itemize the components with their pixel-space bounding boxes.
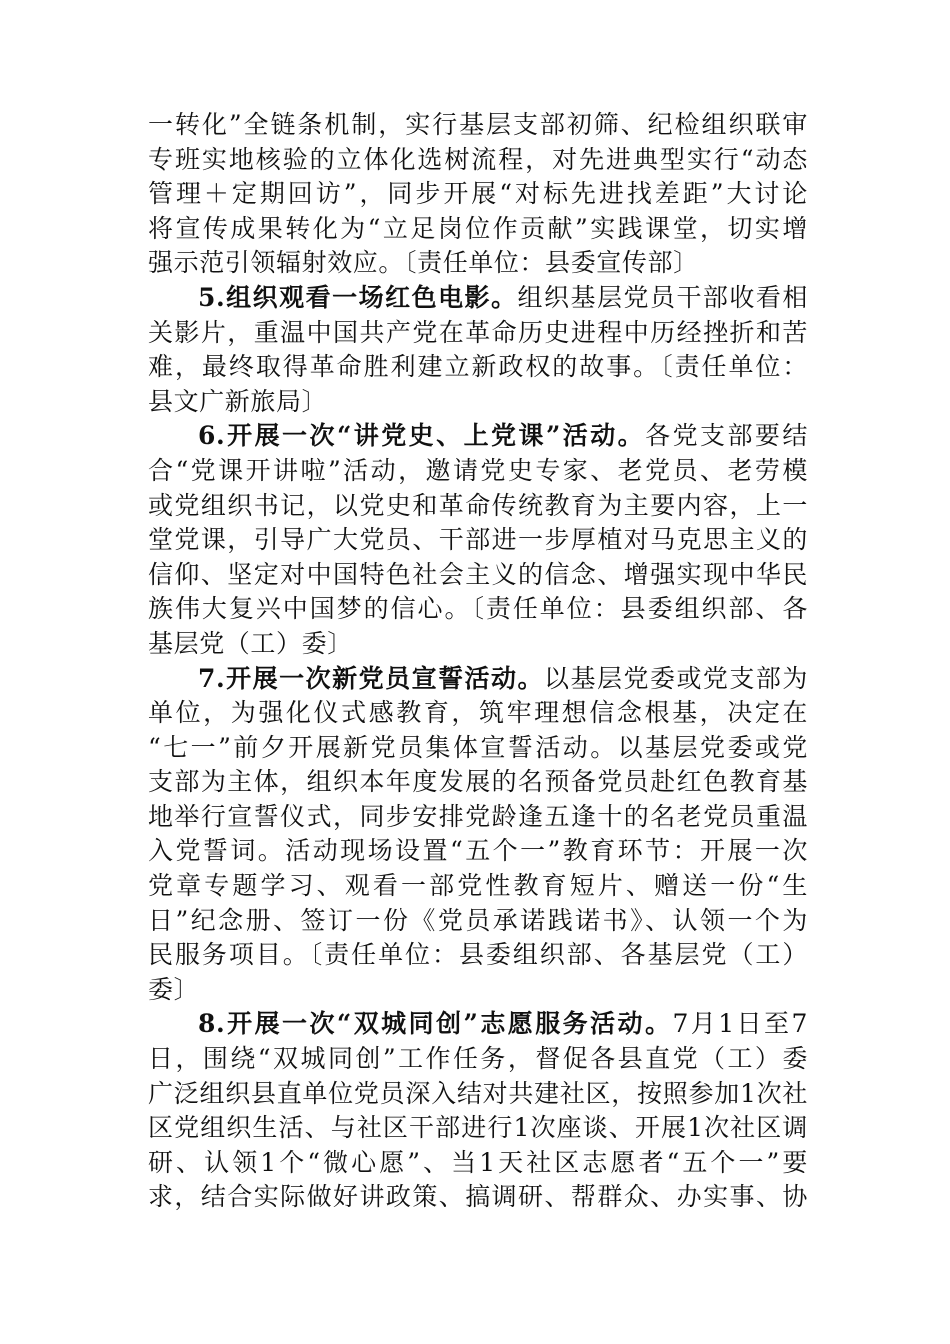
- item-heading: 5.组织观看一场红色电影。: [198, 282, 518, 312]
- item-heading: 6.开展一次“讲党史、上党课”活动。: [198, 421, 646, 451]
- text-line: 或党组织书记，以党史和革命传统教育为主要内容，上一: [148, 490, 808, 520]
- text-line: 党章专题学习、观看一部党性教育短片、赠送一份“生: [148, 871, 808, 901]
- text-line: 地举行宣誓仪式，同步安排党龄逢五逢十的名老党员重温: [148, 801, 808, 831]
- text-line: 将宣传成果转化为“立足岗位作贡献”实践课堂，切实增: [148, 213, 808, 243]
- text-line: 单位，为强化仪式感教育，筑牢理想信念根基，决定在: [148, 698, 808, 728]
- text-line: 族伟大复兴中国梦的信心。〔责任单位：县委组织部、各: [148, 594, 808, 624]
- text-line: 基层党（工）委〕: [148, 628, 353, 658]
- text-line: 合“党课开讲啦”活动，邀请党史专家、老党员、老劳模: [148, 455, 808, 485]
- text-line: 支部为主体，组织本年度发展的名预备党员赴红色教育基: [148, 767, 808, 797]
- item-heading: 8.开展一次“双城同创”志愿服务活动。: [198, 1009, 673, 1039]
- text-line: 堂党课，引导广大党员、干部进一步厚植对马克思主义的: [148, 525, 808, 555]
- text-line: 强示范引领辐射效应。〔责任单位：县委宣传部〕: [148, 248, 699, 278]
- text-line: 县文广新旅局〕: [148, 386, 328, 416]
- text-line: 6.开展一次“讲党史、上党课”活动。各党支部要结: [198, 421, 808, 451]
- text-line: 日”纪念册、签订一份《党员承诺践诺书》、认领一个为: [148, 905, 808, 935]
- text-line: 管理＋定期回访”，同步开展“对标先进找差距”大讨论: [148, 179, 808, 209]
- text-line: 5.组织观看一场红色电影。组织基层党员干部收看相: [198, 282, 808, 312]
- paragraph-item-4-continued: [148, 108, 808, 281]
- text-line: “七一”前夕开展新党员集体宣誓活动。以基层党委或党: [148, 732, 808, 762]
- text-line: 民服务项目。〔责任单位：县委组织部、各基层党（工）: [148, 940, 808, 970]
- text-line: 入党誓词。活动现场设置“五个一”教育环节：开展一次: [148, 836, 808, 866]
- text-line: 研、认领1个“微心愿”、当1天社区志愿者“五个一”要: [148, 1147, 808, 1177]
- text-line: 求，结合实际做好讲政策、搞调研、帮群众、办实事、协: [148, 1182, 808, 1212]
- text-line: 一转化”全链条机制，实行基层支部初筛、纪检组织联审: [148, 110, 808, 139]
- paragraph-item-8: [148, 1007, 808, 1215]
- text-line: 8.开展一次“双城同创”志愿服务活动。7月1日至7: [198, 1009, 808, 1039]
- paragraph-item-6: [148, 419, 808, 661]
- text-line: 广泛组织县直单位党员深入结对共建社区，按照参加1次社: [148, 1078, 808, 1108]
- text-line: 区党组织生活、与社区干部进行1次座谈、开展1次社区调: [148, 1113, 808, 1143]
- text-line: 关影片，重温中国共产党在革命历史进程中历经挫折和苦: [148, 317, 808, 347]
- text-line: 7.开展一次新党员宣誓活动。以基层党委或党支部为: [198, 663, 808, 693]
- paragraph-item-5: [148, 281, 808, 419]
- document-body: [148, 108, 808, 1215]
- text-line: 委〕: [148, 974, 200, 1004]
- text-line: 难，最终取得革命胜利建立新政权的故事。〔责任单位：: [148, 352, 808, 382]
- paragraph-item-7: [148, 662, 808, 1008]
- text-line: 日，围绕“双城同创”工作任务，督促各县直党（工）委: [148, 1044, 808, 1074]
- text-line: 信仰、坚定对中国特色社会主义的信念、增强实现中华民: [148, 559, 808, 589]
- item-heading: 7.开展一次新党员宣誓活动。: [198, 663, 545, 693]
- text-line: 专班实地核验的立体化选树流程，对先进典型实行“动态: [148, 144, 808, 174]
